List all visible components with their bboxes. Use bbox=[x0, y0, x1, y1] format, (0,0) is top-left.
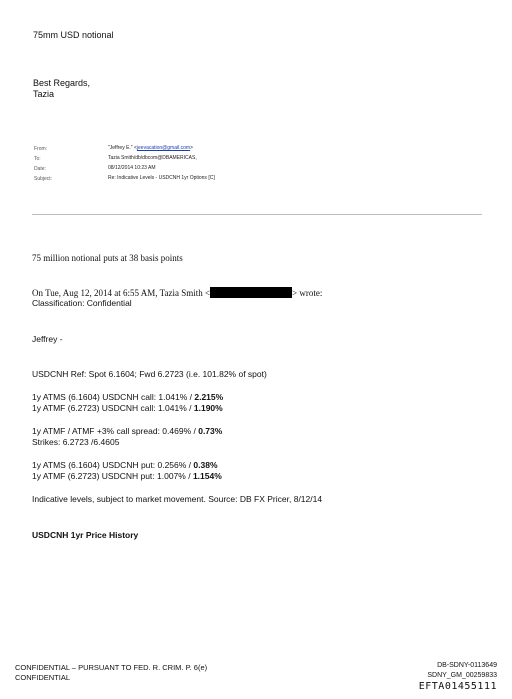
signoff-regards: Best Regards, bbox=[33, 78, 91, 88]
from-label: From: bbox=[34, 146, 48, 152]
reply-text: 75 million notional puts at 38 basis points bbox=[32, 253, 183, 263]
quote-attribution-start: On Tue, Aug 12, 2014 at 6:55 AM, Tazia Smith < bbox=[32, 288, 211, 298]
subject-value: Re: Indicative Levels - USDCNH 1yr Options [C] bbox=[108, 175, 215, 181]
from-name: "Jeffrey E." < bbox=[108, 145, 137, 151]
call-atmf-value: 1.190% bbox=[193, 403, 223, 413]
greeting: Jeffrey - bbox=[32, 334, 63, 344]
subject-label: Subject: bbox=[34, 176, 53, 182]
call-atmf-text: 1y ATMF (6.2723) USDCNH call: 1.041% / bbox=[32, 403, 194, 413]
indicative-note: Indicative levels, subject to market movement. Source: DB FX Pricer, 8/12/14 bbox=[32, 494, 323, 504]
put-atmf-text: 1y ATMF (6.2723) USDCNH put: 1.007% / bbox=[32, 471, 193, 481]
header-divider bbox=[32, 214, 482, 215]
history-title: USDCNH 1yr Price History bbox=[32, 530, 139, 540]
put-atms-text: 1y ATMS (6.1604) USDCNH put: 0.256% / bbox=[32, 460, 194, 470]
redaction-box bbox=[210, 287, 292, 298]
call-spread-text: 1y ATMF / ATMF +3% call spread: 0.469% / bbox=[32, 426, 199, 436]
ref-line: USDCNH Ref: Spot 6.1604; Fwd 6.2723 (i.e. 101.82% of spot) bbox=[32, 369, 267, 379]
call-spread-value: 0.73% bbox=[198, 426, 223, 436]
date-label: Date: bbox=[34, 166, 46, 172]
to-label: To: bbox=[34, 156, 41, 162]
from-email-link[interactable]: jeevacation@gmail.com bbox=[136, 145, 191, 151]
call-atmf-line bbox=[32, 403, 223, 413]
put-atms-value: 0.38% bbox=[193, 460, 218, 470]
footer-sdny-bates: SDNY_GM_00259833 bbox=[427, 672, 497, 679]
footer-confidential: CONFIDENTIAL bbox=[15, 673, 71, 682]
date-value: 08/12/2014 10:23 AM bbox=[108, 165, 156, 171]
put-atmf-line bbox=[32, 471, 222, 481]
to-value: Tazia Smith/db/dbcom@DBAMERICAS, bbox=[108, 155, 197, 161]
signoff-name: Tazia bbox=[33, 89, 55, 99]
from-end: > bbox=[190, 145, 193, 151]
put-atms-line bbox=[32, 460, 218, 470]
notional-line: 75mm USD notional bbox=[33, 30, 114, 40]
quote-attribution bbox=[32, 287, 322, 298]
call-spread-line bbox=[32, 426, 222, 436]
put-atmf-value: 1.154% bbox=[192, 471, 222, 481]
call-atms-text: 1y ATMS (6.1604) USDCNH call: 1.041% / bbox=[32, 392, 195, 402]
quote-attribution-end: > wrote: bbox=[292, 288, 323, 298]
call-atms-value: 2.215% bbox=[194, 392, 224, 402]
classification-line: Classification: Confidential bbox=[32, 298, 132, 308]
footer-efta-bates: EFTA01455111 bbox=[418, 681, 497, 692]
strikes-line: Strikes: 6.2723 /6.4605 bbox=[32, 437, 120, 447]
footer-confidential-rule: CONFIDENTIAL – PURSUANT TO FED. R. CRIM. P. 6(e) bbox=[15, 663, 208, 672]
call-atms-line bbox=[32, 392, 223, 402]
footer-db-bates: DB-SDNY-0113649 bbox=[437, 662, 497, 669]
from-value bbox=[108, 145, 193, 151]
